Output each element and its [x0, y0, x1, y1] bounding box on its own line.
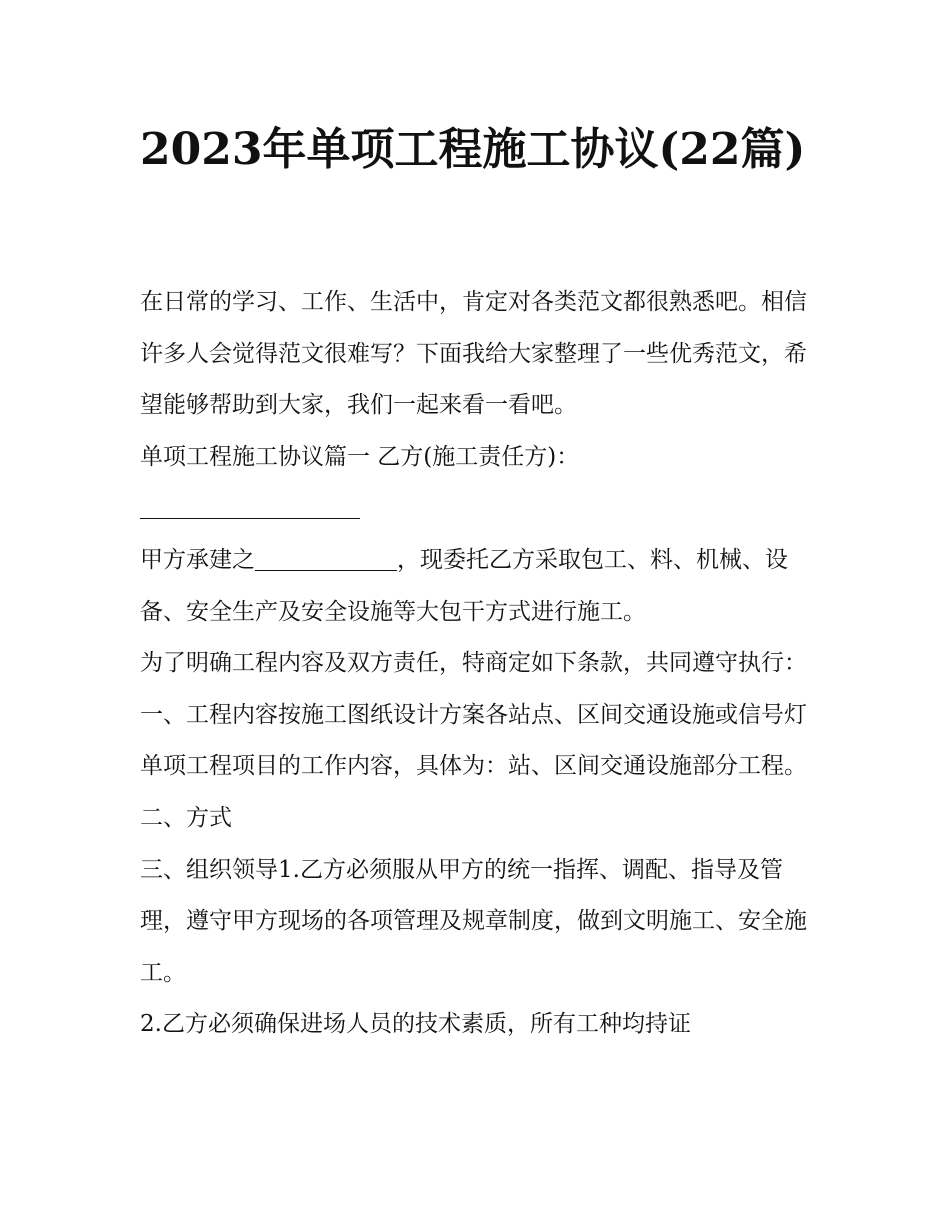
party-b-paragraph: 单项工程施工协议篇一 乙方(施工责任方)： — [140, 443, 580, 470]
document-body — [140, 277, 820, 1051]
clause-3-2-paragraph: 2.乙方必须确保进场人员的技术素质，所有工种均持证 — [140, 1011, 691, 1038]
party-a-prefix: 甲方承建之 — [140, 546, 255, 573]
party-b-blank-paragraph — [140, 483, 820, 535]
party-b-blank-line — [140, 492, 360, 519]
party-a-suffix: ，现委托乙方采取包工、料、机械、设备、安全生产及安全设施等大包干方式进行施工。 — [140, 546, 788, 625]
project-name-blank-line — [255, 544, 397, 571]
clause-1-paragraph: 一、工程内容按施工图纸设计方案各站点、区间交通设施或信号灯单项工程项目的工作内容，具体为：站、区间交通设施部分工程。 二、方式 — [140, 701, 807, 831]
document-title: 2023年单项工程施工协议(22篇) — [140, 124, 806, 175]
clause-3-paragraph: 三、组织领导1.乙方必须服从甲方的统一指挥、调配、指导及管理，遵守甲方现场的各项管理及规章制度，做到文明施工、安全施工。 — [140, 856, 807, 986]
intro-paragraph: 在日常的学习、工作、生活中，肯定对各类范文都很熟悉吧。相信许多人会觉得范文很难写？下面我给大家整理了一些优秀范文，希望能够帮助到大家，我们一起来看一看吧。 — [140, 289, 807, 419]
purpose-paragraph: 为了明确工程内容及双方责任，特商定如下条款，共同遵守执行： — [140, 650, 807, 677]
party-a-paragraph — [140, 535, 820, 638]
